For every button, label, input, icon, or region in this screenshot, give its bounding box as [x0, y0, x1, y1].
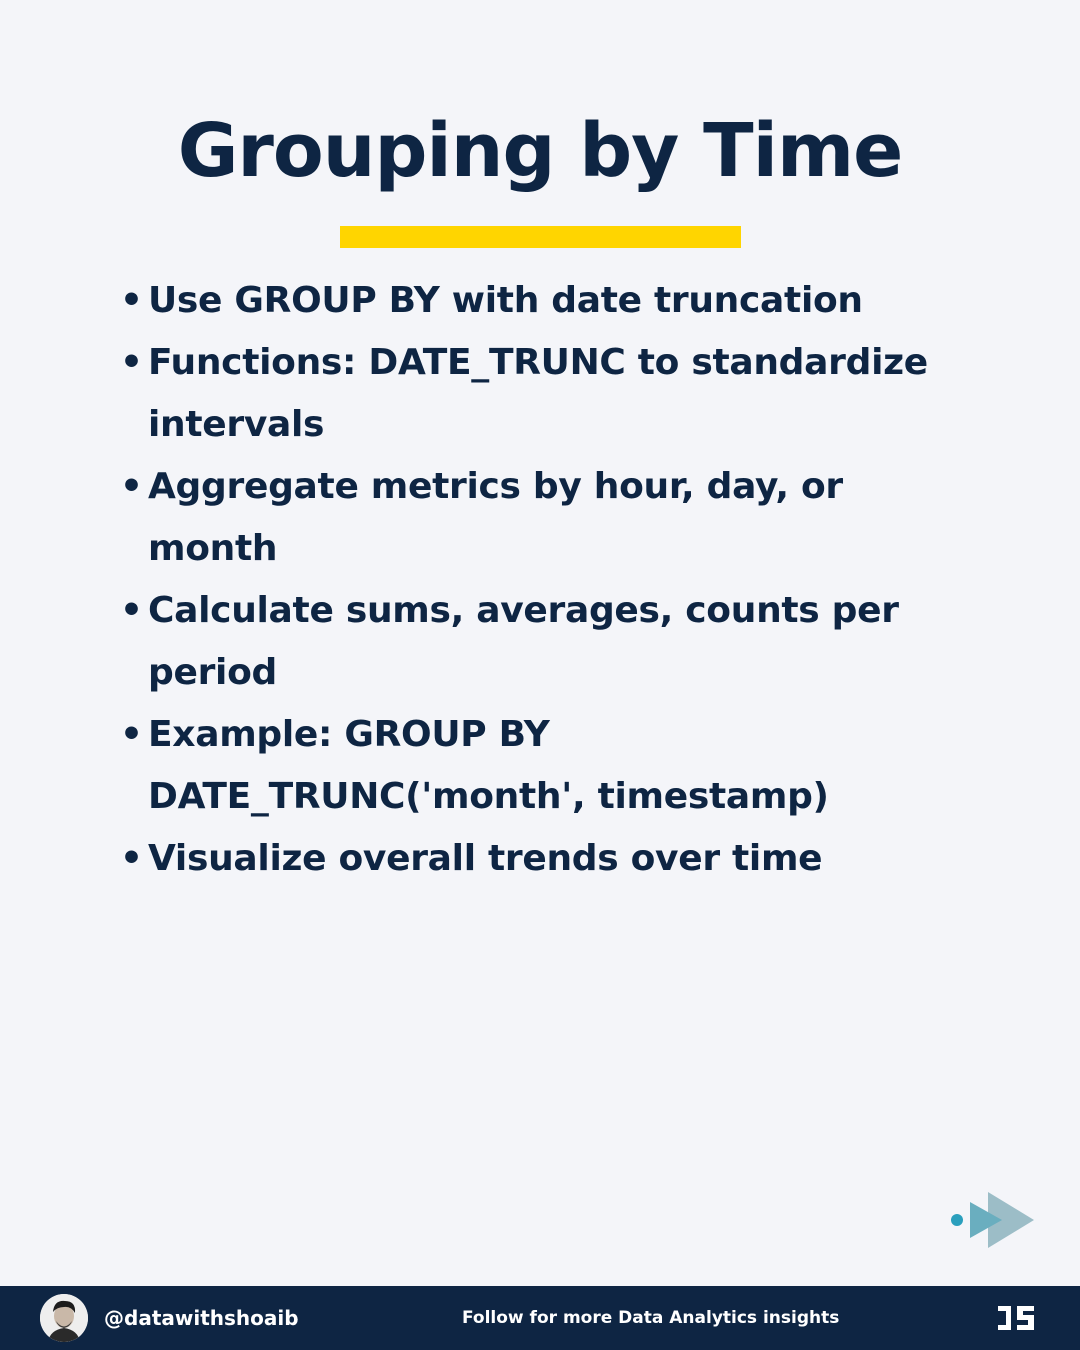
double-arrow-next-icon[interactable]: [946, 1190, 1038, 1250]
bullet-text: Example: GROUP BY DATE_TRUNC('month', timestamp): [148, 714, 829, 817]
bullet-item: [120, 270, 930, 332]
bullet-item: [120, 456, 930, 580]
profile-photo-icon: [40, 1294, 88, 1342]
avatar[interactable]: [40, 1294, 88, 1342]
bullet-text: Aggregate metrics by hour, day, or month: [148, 466, 843, 569]
bullet-dot-icon: •: [120, 838, 143, 879]
bullet-text: Visualize overall trends over time: [148, 838, 823, 879]
title-underline: [340, 226, 741, 248]
footer-bar: [0, 1286, 1080, 1350]
bullet-dot-icon: •: [120, 590, 143, 631]
bullet-text: Calculate sums, averages, counts per period: [148, 590, 899, 693]
bullet-dot-icon: •: [120, 466, 143, 507]
follow-cta: Follow for more Data Analytics insights: [462, 1308, 840, 1328]
bullet-text: Functions: DATE_TRUNC to standardize intervals: [148, 342, 928, 445]
bullet-item: [120, 580, 930, 704]
bullet-list: [120, 270, 930, 890]
bullet-item: [120, 828, 930, 890]
slide-title: Grouping by Time: [177, 108, 903, 194]
ds-logo-icon: [996, 1303, 1036, 1333]
bullet-dot-icon: •: [120, 280, 143, 321]
bullet-dot-icon: •: [120, 342, 143, 383]
account-handle[interactable]: @datawithshoaib: [104, 1306, 299, 1330]
bullet-item: [120, 704, 930, 828]
bullet-text: Use GROUP BY with date truncation: [148, 280, 863, 321]
bullet-item: [120, 332, 930, 456]
bullet-dot-icon: •: [120, 714, 143, 755]
